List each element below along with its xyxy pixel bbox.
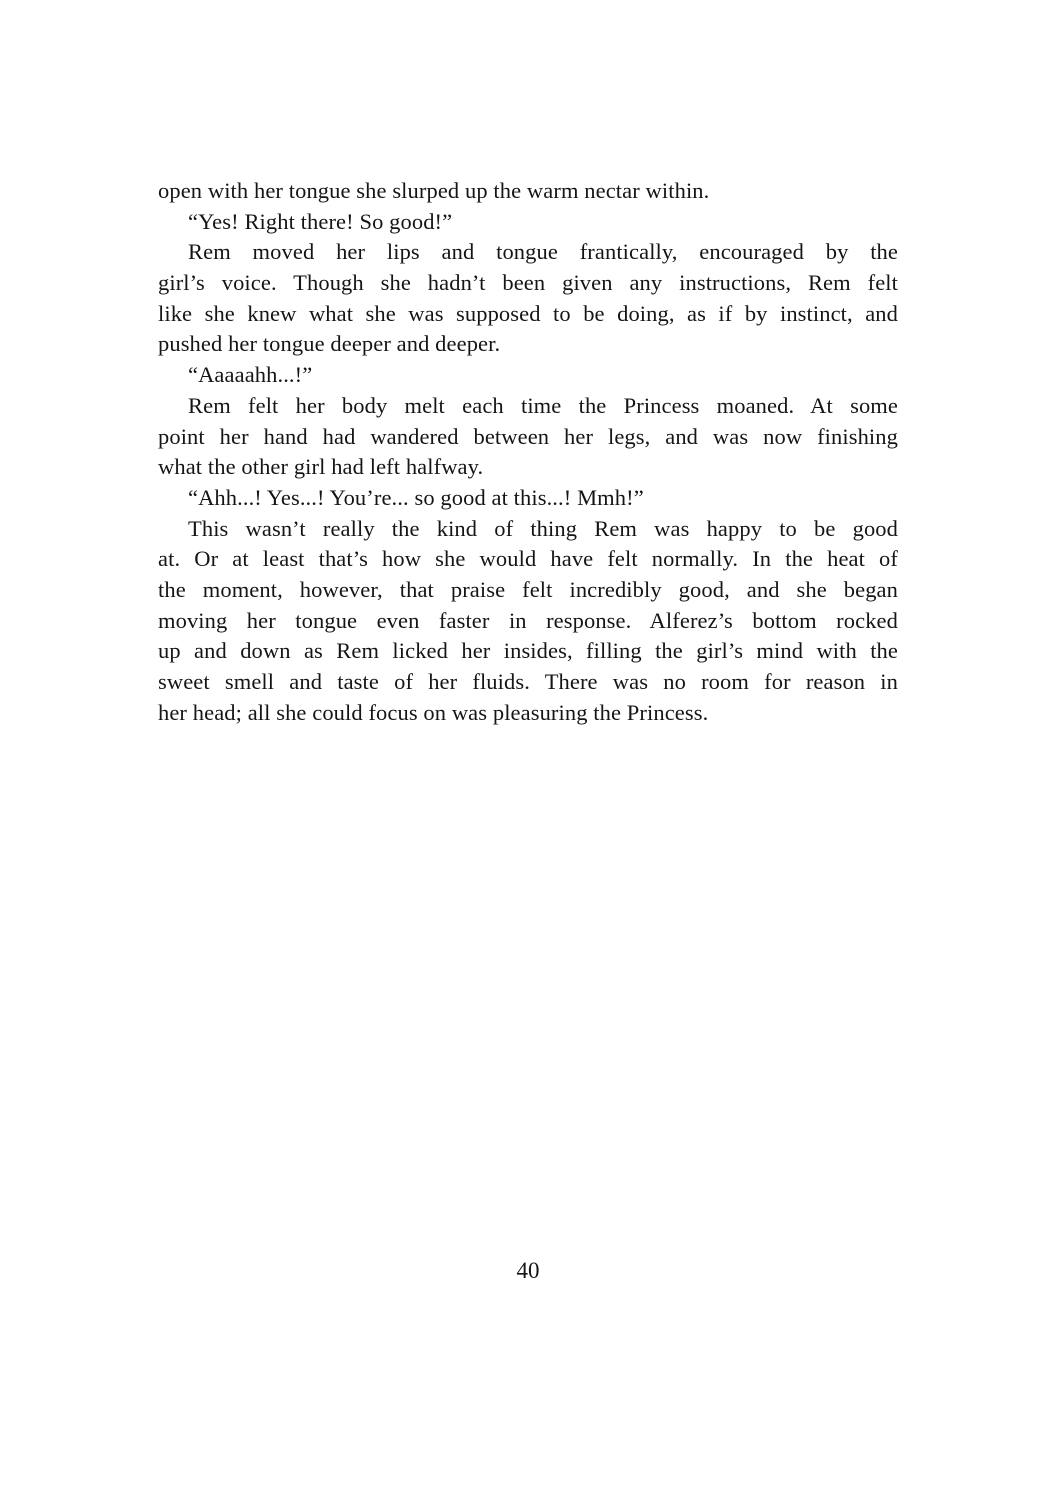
text-line: up and down as Rem licked her insides, filling the girl’s mind with the xyxy=(158,638,898,664)
text-line: at. Or at least that’s how she would have felt normally. In the heat of xyxy=(158,546,898,572)
text-line: like she knew what she was supposed to be doing, as if by instinct, and xyxy=(158,300,898,326)
paragraph xyxy=(158,514,898,729)
text-line: point her hand had wandered between her legs, and was now finishing xyxy=(158,423,898,449)
text-line: girl’s voice. Though she hadn’t been given any instructions, Rem felt xyxy=(158,270,898,296)
paragraph xyxy=(158,207,898,238)
paragraph xyxy=(158,483,898,514)
text-line: pushed her tongue deeper and deeper. xyxy=(158,331,501,357)
paragraph xyxy=(158,176,898,207)
text-line: Rem felt her body melt each time the Princess moaned. At some xyxy=(188,392,898,418)
text-line: moving her tongue even faster in response. Alferez’s bottom rocked xyxy=(158,607,898,633)
text-line: her head; all she could focus on was pleasuring the Princess. xyxy=(158,699,709,725)
text-line: “Ahh...! Yes...! You’re... so good at this...! Mmh!” xyxy=(188,484,644,510)
paragraph xyxy=(158,360,898,391)
page-number: 40 xyxy=(516,1258,540,1283)
text-line: sweet smell and taste of her fluids. There was no room for reason in xyxy=(158,669,898,694)
paragraph xyxy=(158,391,898,483)
page-text-block xyxy=(158,176,898,728)
text-line: “Yes! Right there! So good!” xyxy=(188,208,453,234)
text-line: “Aaaaahh...!” xyxy=(188,362,313,388)
text-line: This wasn’t really the kind of thing Rem was happy to be good xyxy=(188,515,898,541)
text-line: open with her tongue she slurped up the warm nectar within. xyxy=(158,178,710,203)
text-line: the moment, however, that praise felt incredibly good, and she began xyxy=(158,576,898,602)
text-line: Rem moved her lips and tongue frantically, encouraged by the xyxy=(188,239,898,265)
text-line: what the other girl had left halfway. xyxy=(158,454,484,480)
paragraph xyxy=(158,237,898,360)
